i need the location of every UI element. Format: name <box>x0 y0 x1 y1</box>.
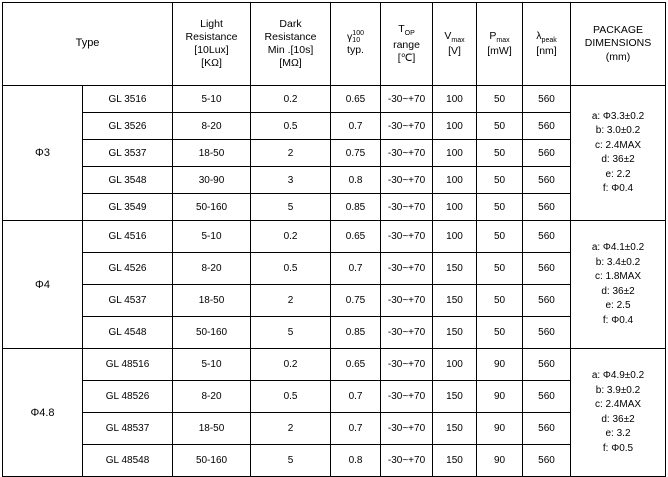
header-package-line3: (mm) <box>605 50 631 63</box>
header-lpeak-sub: peak <box>541 36 557 44</box>
pmax-value: 90 <box>477 349 523 381</box>
header-lpeak-unit: [nm] <box>536 45 557 58</box>
dim-b: b: 3.9±0.2 <box>595 384 641 396</box>
vmax-value: 100 <box>433 167 477 194</box>
header-light-line2: Resistance <box>185 30 238 43</box>
header-dark-resistance <box>251 3 331 86</box>
group-phi3 <box>3 86 666 221</box>
top-range-value: -30~+70 <box>381 349 433 381</box>
pmax-value: 90 <box>477 381 523 413</box>
vmax-value: 150 <box>433 381 477 413</box>
lpeak-value: 560 <box>523 445 571 477</box>
dark-resistance-value: 5 <box>251 194 331 221</box>
table-row <box>3 317 666 349</box>
pmax-value: 50 <box>477 113 523 140</box>
light-resistance-value: 5-10 <box>173 86 251 113</box>
part-number: GL 3549 <box>83 194 173 221</box>
header-type-label: Type <box>75 37 100 50</box>
table-row <box>3 253 666 285</box>
part-number: GL 48548 <box>83 445 173 477</box>
lpeak-value: 560 <box>523 167 571 194</box>
gamma-value: 0.7 <box>331 113 381 140</box>
group-label-phi48: Φ4.8 <box>3 349 83 477</box>
dark-resistance-value: 5 <box>251 317 331 349</box>
top-range-value: -30~+70 <box>381 317 433 349</box>
header-gamma-symbol: γ <box>347 31 353 44</box>
vmax-value: 150 <box>433 445 477 477</box>
header-light-line1: Light <box>200 17 223 30</box>
vmax-value: 150 <box>433 285 477 317</box>
header-light-line3: [10Lux] <box>194 44 229 56</box>
vmax-value: 150 <box>433 317 477 349</box>
header-vmax-sub: max <box>451 36 465 44</box>
part-number: GL 3548 <box>83 167 173 194</box>
lpeak-value: 560 <box>523 317 571 349</box>
group-label-phi3: Φ3 <box>3 86 83 221</box>
vmax-value: 100 <box>433 113 477 140</box>
gamma-value: 0.7 <box>331 253 381 285</box>
dark-resistance-value: 2 <box>251 285 331 317</box>
part-number: GL 4516 <box>83 221 173 253</box>
vmax-value: 100 <box>433 194 477 221</box>
top-range-value: -30~+70 <box>381 167 433 194</box>
dark-resistance-value: 0.2 <box>251 349 331 381</box>
gamma-value: 0.65 <box>331 349 381 381</box>
light-resistance-value: 8-20 <box>173 113 251 140</box>
pmax-value: 50 <box>477 194 523 221</box>
lpeak-value: 560 <box>523 413 571 445</box>
dim-d: d: 36±2 <box>601 154 635 165</box>
top-range-value: -30~+70 <box>381 194 433 221</box>
pmax-value: 50 <box>477 86 523 113</box>
pmax-value: 50 <box>477 221 523 253</box>
dim-e: e: 2.2 <box>605 168 631 180</box>
pmax-value: 50 <box>477 167 523 194</box>
header-gamma <box>331 3 381 86</box>
dark-resistance-value: 0.2 <box>251 221 331 253</box>
header-lpeak <box>523 3 571 86</box>
header-light-line4: [KΩ] <box>201 57 222 70</box>
group-label-phi4: Φ4 <box>3 221 83 349</box>
top-range-value: -30~+70 <box>381 253 433 285</box>
header-top-unit: [℃] <box>397 51 416 64</box>
light-resistance-value: 30-90 <box>173 167 251 194</box>
package-dimensions-phi4 <box>571 221 666 349</box>
lpeak-value: 560 <box>523 349 571 381</box>
dim-d: d: 36±2 <box>601 413 635 425</box>
dark-resistance-value: 0.5 <box>251 253 331 285</box>
header-vmax-symbol: V <box>444 29 452 42</box>
header-dark-line2: Resistance <box>264 30 317 43</box>
header-gamma-sub: 10 <box>352 37 361 45</box>
header-dark-line3: Min .[10s] <box>267 44 314 56</box>
dim-a: a: Φ4.9±0.2 <box>591 370 645 381</box>
part-number: GL 48516 <box>83 349 173 381</box>
package-dimensions-phi3 <box>571 86 666 221</box>
header-package-dimensions <box>571 3 666 86</box>
pmax-value: 50 <box>477 317 523 349</box>
light-resistance-value: 18-50 <box>173 285 251 317</box>
top-range-value: -30~+70 <box>381 381 433 413</box>
part-number: GL 48526 <box>83 381 173 413</box>
header-light-resistance <box>173 3 251 86</box>
table-row <box>3 349 666 381</box>
header-package-line2: DIMENSIONS <box>584 37 652 50</box>
header-gamma-sup: 100 <box>352 30 364 38</box>
gamma-value: 0.85 <box>331 194 381 221</box>
gamma-value: 0.7 <box>331 413 381 445</box>
gamma-value: 0.65 <box>331 86 381 113</box>
lpeak-value: 560 <box>523 285 571 317</box>
top-range-value: -30~+70 <box>381 445 433 477</box>
vmax-value: 150 <box>433 413 477 445</box>
vmax-value: 100 <box>433 86 477 113</box>
dim-a: a: Φ4.1±0.2 <box>591 242 645 253</box>
dark-resistance-value: 2 <box>251 140 331 167</box>
group-phi48 <box>3 349 666 477</box>
gamma-value: 0.8 <box>331 167 381 194</box>
vmax-value: 100 <box>433 140 477 167</box>
header-vmax-unit: [V] <box>448 45 461 58</box>
vmax-value: 100 <box>433 349 477 381</box>
package-dimensions-phi48 <box>571 349 666 477</box>
light-resistance-value: 5-10 <box>173 349 251 381</box>
part-number: GL 4548 <box>83 317 173 349</box>
light-resistance-value: 50-160 <box>173 445 251 477</box>
header-pmax-sub: max <box>496 36 510 44</box>
dark-resistance-value: 5 <box>251 445 331 477</box>
pmax-value: 90 <box>477 413 523 445</box>
header-top <box>381 3 433 86</box>
light-resistance-value: 8-20 <box>173 253 251 285</box>
pmax-value: 50 <box>477 253 523 285</box>
part-number: GL 3537 <box>83 140 173 167</box>
table-row <box>3 413 666 445</box>
dim-b: b: 3.0±0.2 <box>595 125 641 136</box>
top-range-value: -30~+70 <box>381 413 433 445</box>
header-pmax-unit: [mW] <box>487 45 512 58</box>
header-type <box>3 3 173 86</box>
vmax-value: 150 <box>433 253 477 285</box>
light-resistance-value: 50-160 <box>173 194 251 221</box>
light-resistance-value: 8-20 <box>173 381 251 413</box>
lpeak-value: 560 <box>523 86 571 113</box>
gamma-value: 0.7 <box>331 381 381 413</box>
dim-f: f: Φ0.4 <box>602 314 634 326</box>
top-range-value: -30~+70 <box>381 86 433 113</box>
pmax-value: 90 <box>477 445 523 477</box>
dim-a: a: Φ3.3±0.2 <box>591 110 645 122</box>
part-number: GL 3516 <box>83 86 173 113</box>
header-pmax <box>477 3 523 86</box>
top-range-value: -30~+70 <box>381 285 433 317</box>
table-row <box>3 381 666 413</box>
dark-resistance-value: 0.5 <box>251 113 331 140</box>
specification-table <box>2 2 666 477</box>
dim-c: c: 1.8MAX <box>594 271 642 282</box>
table-row <box>3 285 666 317</box>
pmax-value: 50 <box>477 140 523 167</box>
dark-resistance-value: 2 <box>251 413 331 445</box>
gamma-value: 0.75 <box>331 285 381 317</box>
gamma-value: 0.75 <box>331 140 381 167</box>
light-resistance-value: 18-50 <box>173 413 251 445</box>
gamma-value: 0.8 <box>331 445 381 477</box>
lpeak-value: 560 <box>523 253 571 285</box>
header-top-symbol: T <box>398 22 405 35</box>
dim-c: c: 2.4MAX <box>594 139 642 151</box>
group-phi4 <box>3 221 666 349</box>
dark-resistance-value: 0.5 <box>251 381 331 413</box>
table-row <box>3 86 666 113</box>
vmax-value: 100 <box>433 221 477 253</box>
gamma-value: 0.85 <box>331 317 381 349</box>
lpeak-value: 560 <box>523 113 571 140</box>
part-number: GL 48537 <box>83 413 173 445</box>
header-pmax-symbol: P <box>489 29 497 42</box>
lpeak-value: 560 <box>523 194 571 221</box>
header-dark-line1: Dark <box>279 17 302 30</box>
table-row <box>3 221 666 253</box>
top-range-value: -30~+70 <box>381 113 433 140</box>
gamma-value: 0.65 <box>331 221 381 253</box>
header-gamma-note: typ. <box>347 44 364 57</box>
pmax-value: 50 <box>477 285 523 317</box>
lpeak-value: 560 <box>523 381 571 413</box>
dim-b: b: 3.4±0.2 <box>595 256 641 268</box>
light-resistance-value: 5-10 <box>173 221 251 253</box>
dim-f: f: Φ0.5 <box>602 442 634 454</box>
light-resistance-value: 18-50 <box>173 140 251 167</box>
light-resistance-value: 50-160 <box>173 317 251 349</box>
lpeak-value: 560 <box>523 221 571 253</box>
table-row <box>3 167 666 194</box>
top-range-value: -30~+70 <box>381 221 433 253</box>
dark-resistance-value: 0.2 <box>251 86 331 113</box>
table-row <box>3 113 666 140</box>
dim-d: d: 36±2 <box>601 285 635 297</box>
part-number: GL 4537 <box>83 285 173 317</box>
top-range-value: -30~+70 <box>381 140 433 167</box>
header-dark-line4: [MΩ] <box>279 57 302 70</box>
header-top-sub: OP <box>404 30 415 38</box>
part-number: GL 4526 <box>83 253 173 285</box>
header-top-line2: range <box>393 38 420 51</box>
table-row <box>3 194 666 221</box>
table-row <box>3 140 666 167</box>
dim-e: e: 2.5 <box>605 300 631 311</box>
dim-f: f: Φ0.4 <box>602 183 634 194</box>
header-lpeak-symbol: λ <box>536 29 542 42</box>
header-package-line1: PACKAGE <box>593 24 644 37</box>
part-number: GL 3526 <box>83 113 173 140</box>
dim-e: e: 3.2 <box>605 428 631 439</box>
lpeak-value: 560 <box>523 140 571 167</box>
table-header-row <box>3 3 666 86</box>
header-vmax <box>433 3 477 86</box>
dark-resistance-value: 3 <box>251 167 331 194</box>
dim-c: c: 2.4MAX <box>594 399 642 410</box>
